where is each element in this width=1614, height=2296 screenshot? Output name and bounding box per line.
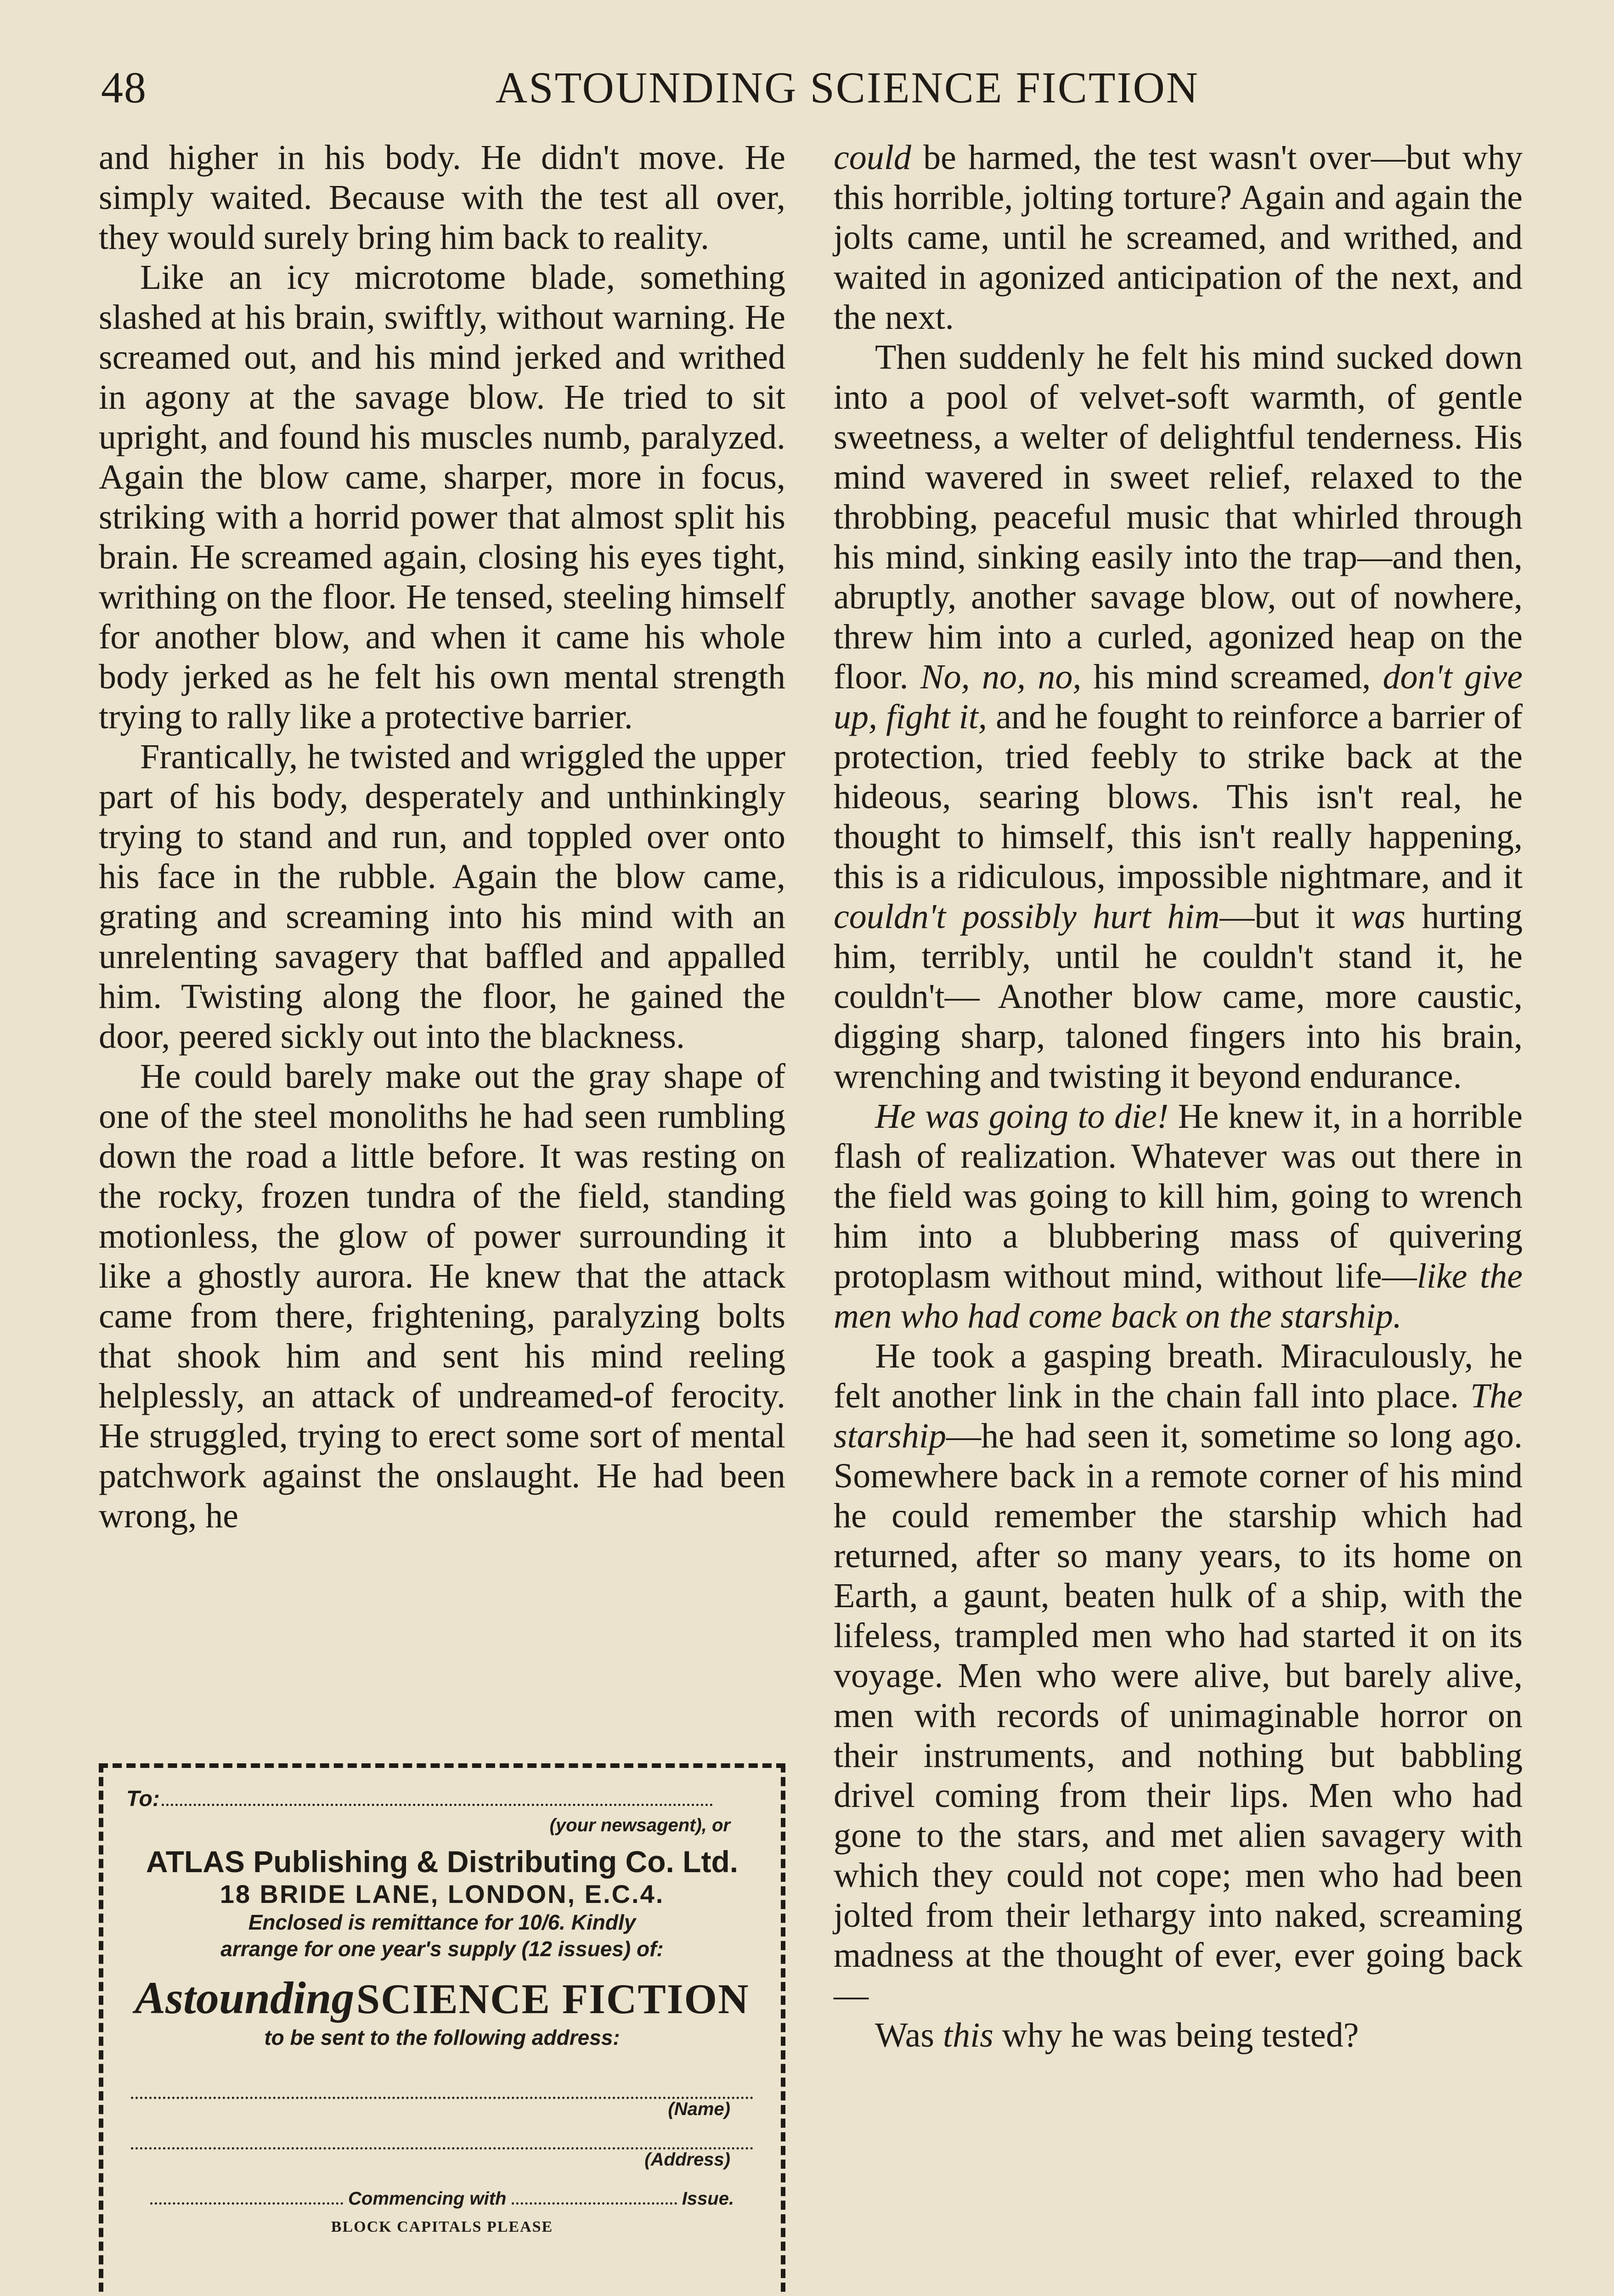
text-run: —he had seen it, sometime so long ago. Somewhere back in a remote corner of his mind he could remember the starship which had returned, after so many years, to its home on Earth, a gaunt, beaten hulk of a ship, with the lifeless, trampled men who had started it on its voyage. Men who were alive, but barely alive, men with records of unimaginable horror on their instruments, and nothing but babbling drivel coming from their lips. Men who had gone to the stars, and met alien savagery with which they could not cope; men who had been jolted from their lethargy into naked, screaming madness at the thought of ever, ever going back— — [834, 1417, 1523, 2015]
right-paragraph-1 — [834, 138, 1523, 338]
subscription-coupon — [99, 1763, 785, 2296]
running-title: ASTOUNDING SCIENCE FICTION — [495, 63, 1200, 112]
emphasis: don't give up, fight it, — [834, 658, 1523, 736]
emphasis: could — [834, 138, 911, 177]
text-run: —but it — [1219, 897, 1351, 936]
left-paragraph-1: and higher in his body. He didn't move. He simply waited. Because with the test all over, they would surely bring him back to reality. — [99, 138, 785, 257]
left-column — [99, 138, 785, 1536]
coupon-commencing-row — [126, 2189, 758, 2209]
emphasis: No, no, no, — [920, 658, 1082, 696]
coupon-block-capitals: BLOCK CAPITALS PLEASE — [331, 2218, 553, 2235]
coupon-name-line — [131, 2069, 753, 2099]
coupon-commencing-label: Commencing with — [348, 2189, 507, 2209]
left-paragraph-3: Frantically, he twisted and wriggled the upper part of his body, desperately and unthinkingly trying to stand and run, and toppled over onto his face in the rubble. Again the blow came, grating and screaming into his mind with an unrelenting savagery that baffled and appalled him. Twisting along the floor, he gained the door, peered sickly out into the blackness. — [99, 737, 785, 1056]
right-column — [834, 138, 1523, 2055]
right-paragraph-5 — [834, 2015, 1523, 2055]
text-run: He knew it, in a horrible flash of realization. Whatever was out there in the field was going to kill him, going to wrench him into a blubbering mass of quivering protoplasm without mind, without life— — [834, 1097, 1523, 1295]
coupon-commencing-line-1 — [150, 2202, 343, 2205]
emphasis: like the men who had come back on the starship. — [834, 1257, 1523, 1335]
coupon-magazine-title — [126, 1971, 758, 2024]
coupon-magazine-rest: SCIENCE FICTION — [356, 1975, 750, 2022]
coupon-name-label: (Name) — [668, 2099, 730, 2119]
coupon-company: ATLAS Publishing & Distributing Co. Ltd. — [146, 1845, 739, 1879]
text-run: hurting him, terribly, until he couldn't stand it, he couldn't— Another blow came, more caustic, digging sharp, taloned fingers into his brain, wrenching and twisting it beyond endurance. — [834, 897, 1523, 1096]
text-run: and he fought to reinforce a barrier of protection, tried feebly to strike back at the hideous, searing blows. This isn't real, he thought to himself, this isn't really happening, this is a ridiculous, impossible nightmare, and it — [834, 698, 1523, 896]
emphasis: was — [1351, 897, 1405, 936]
left-paragraph-2: Like an icy microtome blade, something slashed at his brain, swiftly, without warning. He screamed out, and his mind jerked and writhed in agony at the savage blow. He tried to sit upright, and found his muscles numb, paralyzed. Again the blow came, sharper, more in focus, striking with a horrid power that almost split his brain. He screamed again, closing his eyes tight, writhing on the floor. He tensed, steeling himself for another blow, and when it came his whole body jerked as he felt his own mental strength trying to rally like a protective barrier. — [99, 258, 785, 736]
coupon-remittance-line-2: arrange for one year's supply (12 issues) of: — [220, 1937, 664, 1961]
text-run: his mind screamed, — [1081, 658, 1383, 696]
coupon-address: 18 BRIDE LANE, LONDON, E.C.4. — [220, 1880, 665, 1908]
left-paragraph-4: He could barely make out the gray shape of one of the steel monoliths he had seen rumbling down the road a little before. It was resting on the rocky, frozen tundra of the field, standing motionless, the glow of power surrounding it like a ghostly aurora. He knew that the attack came from there, frightening, paralyzing bolts that shook him and sent his mind reeling helplessly, an attack of undreamed-of ferocity. He struggled, trying to erect some sort of mental patchwork against the onslaught. He had been wrong, he — [99, 1057, 785, 1535]
text-run: He took a gasping breath. Miraculously, he felt another link in the chain fall into place. — [834, 1337, 1523, 1415]
coupon-issue-label: Issue. — [682, 2189, 734, 2209]
coupon-to-label: To: — [126, 1787, 160, 1811]
coupon-address-label: (Address) — [644, 2150, 730, 2170]
text-run: Was — [875, 2016, 943, 2054]
text-run: be harmed, the test wasn't over—but why this horrible, jolting torture? Again and again the jolts came, until he screamed, and writhed, and waited in agonized anticipation of the next, and the next. — [834, 138, 1523, 337]
page-number: 48 — [101, 63, 147, 112]
coupon-to-row — [126, 1786, 758, 1812]
coupon-magazine-script: Astounding — [135, 1972, 355, 2023]
coupon-commencing-line-2 — [512, 2202, 677, 2205]
coupon-remittance-line-1: Enclosed is remittance for 10/6. Kindly — [248, 1910, 636, 1934]
emphasis: couldn't possibly hurt him — [834, 897, 1220, 936]
right-paragraph-4 — [834, 1336, 1523, 2015]
coupon-newsagent-note: (your newsagent), or — [549, 1815, 730, 1835]
emphasis: He was going to die! — [875, 1097, 1169, 1136]
right-paragraph-3 — [834, 1097, 1523, 1336]
text-run: Then suddenly he felt his mind sucked down into a pool of velvet-soft warmth, of gentle sweetness, a welter of delightful tenderness. His mind wavered in sweet relief, relaxed to the throbbing, peaceful music that whirled through his mind, sinking easily into the trap—and then, abruptly, another savage blow, out of nowhere, threw him into a curled, agonized heap on the floor. — [834, 338, 1523, 696]
right-paragraph-2 — [834, 338, 1523, 1097]
page-header — [101, 62, 1520, 122]
text-run: why he was being tested? — [993, 2016, 1359, 2054]
coupon-to-line — [162, 1804, 713, 1806]
emphasis: this — [942, 2016, 993, 2054]
coupon-sent-to: to be sent to the following address: — [264, 2026, 620, 2049]
coupon-address-line — [131, 2120, 753, 2150]
emphasis: The starship — [834, 1377, 1523, 1455]
